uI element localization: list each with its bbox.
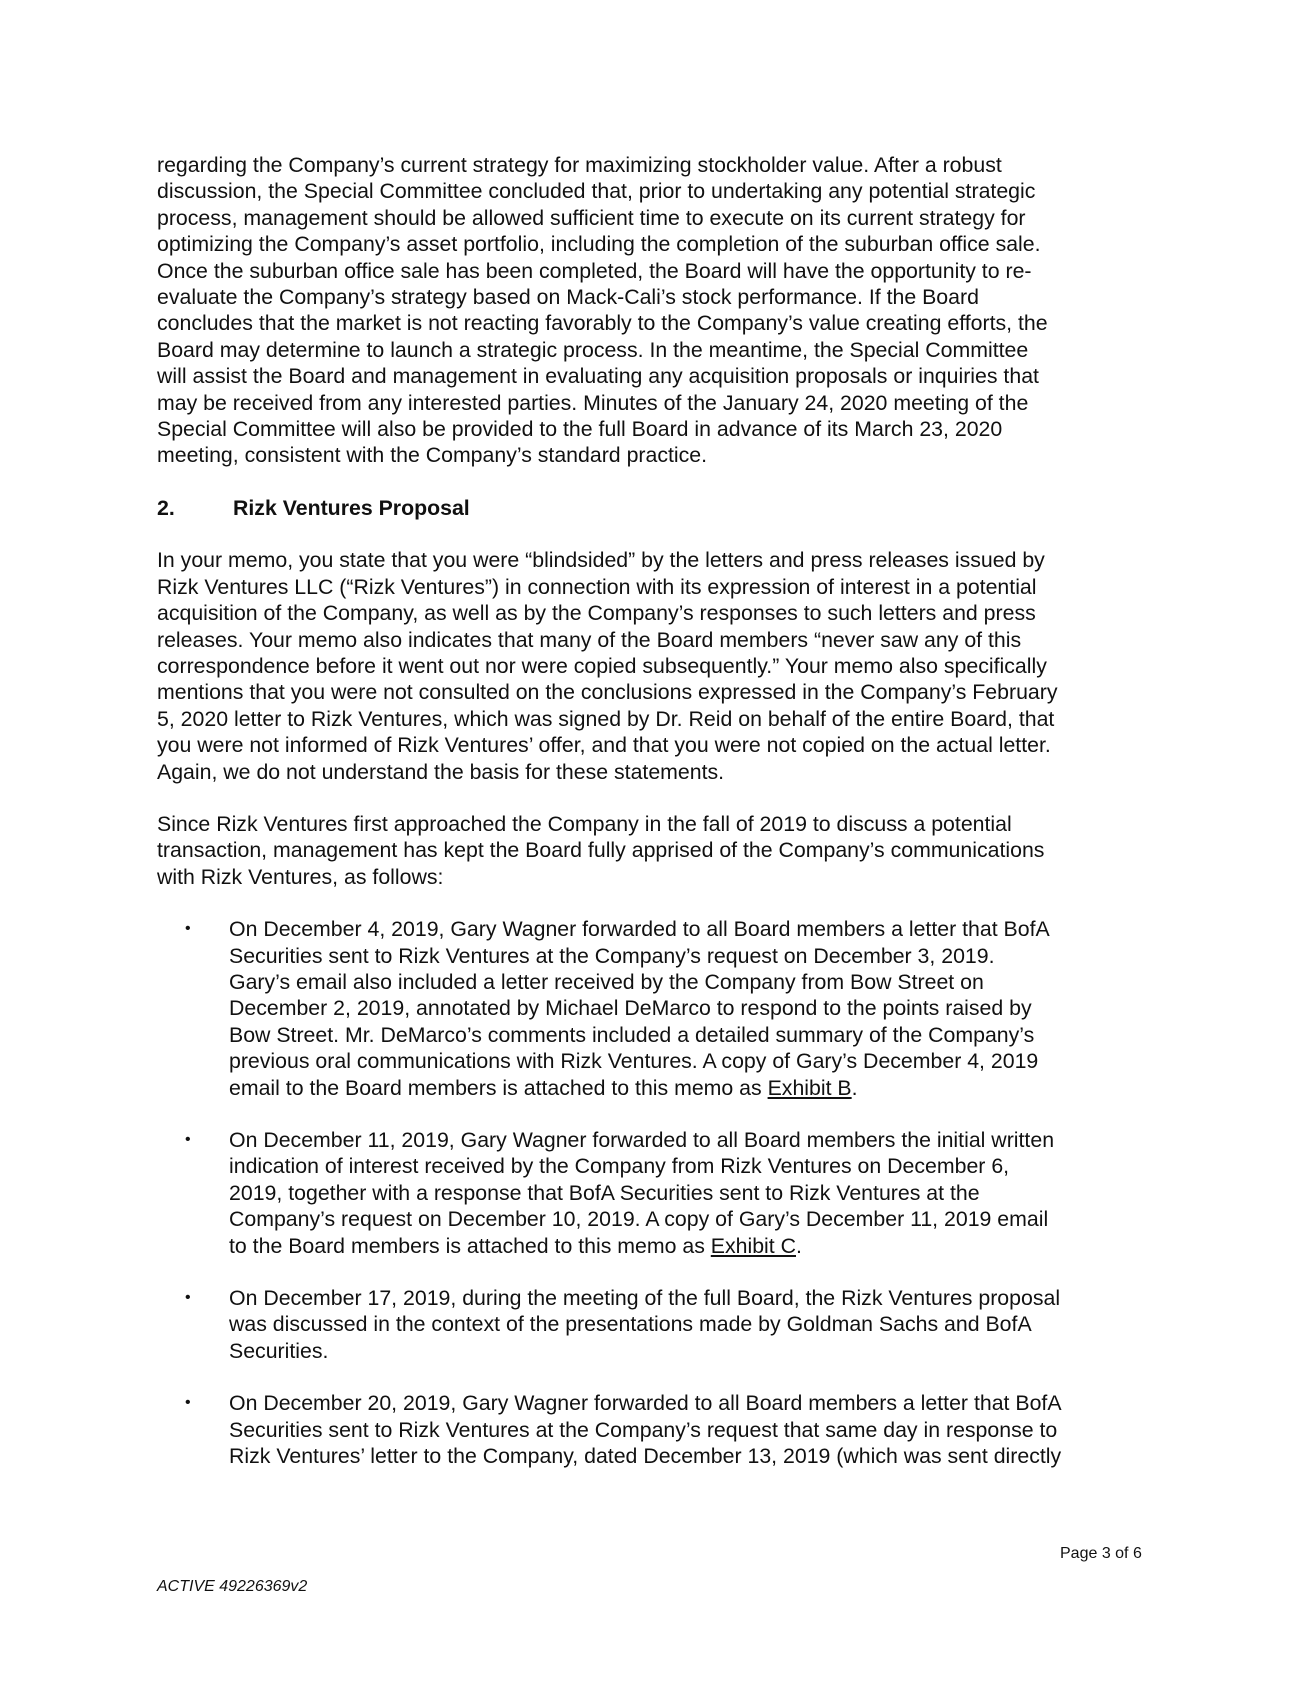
text-line: In your memo, you state that you were “blindsided” by the letters and press releases issued by <box>157 548 1045 573</box>
text-line: Securities sent to Rizk Ventures at the Company’s request on December 3, 2019. <box>229 943 995 968</box>
paragraph-blindsided <box>157 547 1117 785</box>
text-line: Gary’s email also included a letter received by the Company from Bow Street on <box>229 969 984 994</box>
text-fragment: . <box>796 1233 802 1258</box>
text-line: 5, 2020 letter to Rizk Ventures, which was signed by Dr. Reid on behalf of the entire Board, that <box>157 706 1055 731</box>
exhibit-b-reference: Exhibit B <box>767 1075 852 1100</box>
text-line: will assist the Board and management in evaluating any acquisition proposals or inquiries that <box>157 364 1039 389</box>
text-line: transaction, management has kept the Board fully apprised of the Company’s communications <box>157 838 1045 863</box>
communications-list <box>157 916 1117 1469</box>
text-line: Company’s request on December 10, 2019. A copy of Gary’s December 11, 2019 email <box>229 1207 1049 1232</box>
text-line: Once the suburban office sale has been completed, the Board will have the opportunity to re- <box>157 258 1032 283</box>
page-number: Page 3 of 6 <box>1060 1545 1142 1562</box>
text-line: On December 20, 2019, Gary Wagner forwarded to all Board members a letter that BofA <box>229 1391 1062 1416</box>
text-line: indication of interest received by the Company from Rizk Ventures on December 6, <box>229 1154 1010 1179</box>
section-heading <box>157 495 1117 521</box>
text-line: Securities sent to Rizk Ventures at the Company’s request that same day in response to <box>229 1417 1058 1442</box>
text-fragment: to the Board members is attached to this memo as <box>229 1233 711 1258</box>
text-line: releases. Your memo also indicates that many of the Board members “never saw any of this <box>157 627 1022 652</box>
text-line: you were not informed of Rizk Ventures’ offer, and that you were not copied on the actual letter. <box>157 733 1051 758</box>
text-line: Bow Street. Mr. DeMarco’s comments included a detailed summary of the Company’s <box>229 1022 1035 1047</box>
text-line: On December 17, 2019, during the meeting of the full Board, the Rizk Ventures proposal <box>229 1286 1061 1311</box>
text-line: Rizk Ventures LLC (“Rizk Ventures”) in connection with its expression of interest in a potential <box>157 574 1037 599</box>
list-item <box>157 1285 1117 1364</box>
text-line: Since Rizk Ventures first approached the Company in the fall of 2019 to discuss a potential <box>157 811 1012 836</box>
text-line: optimizing the Company’s asset portfolio, including the completion of the suburban office sale. <box>157 232 1041 257</box>
paragraph-communications <box>157 811 1117 890</box>
text-line: 2019, together with a response that BofA Securities sent to Rizk Ventures at the <box>229 1180 980 1205</box>
text-line: may be received from any interested parties. Minutes of the January 24, 2020 meeting of the <box>157 390 1029 415</box>
text-line: concludes that the market is not reacting favorably to the Company’s value creating efforts, the <box>157 311 1048 336</box>
text-line: mentions that you were not consulted on the conclusions expressed in the Company’s February <box>157 680 1058 705</box>
exhibit-c-reference: Exhibit C <box>710 1233 796 1258</box>
document-page <box>157 152 1117 1469</box>
text-line: meeting, consistent with the Company’s standard practice. <box>157 443 708 468</box>
text-line <box>229 1233 1117 1259</box>
text-line: Again, we do not understand the basis for these statements. <box>157 759 725 784</box>
text-line: regarding the Company’s current strategy for maximizing stockholder value. After a robust <box>157 153 1002 177</box>
bullet-icon: • <box>185 1131 191 1148</box>
bullet-icon: • <box>185 1394 191 1412</box>
text-line: On December 4, 2019, Gary Wagner forwarded to all Board members a letter that BofA <box>229 917 1050 942</box>
bullet-icon: • <box>185 1289 191 1307</box>
text-line: discussion, the Special Committee concluded that, prior to undertaking any potential strategic <box>157 179 1036 204</box>
intro-paragraph <box>157 152 1117 469</box>
list-item <box>157 1127 1117 1259</box>
text-fragment: email to the Board members is attached to this memo as <box>229 1075 768 1100</box>
text-line: December 2, 2019, annotated by Michael DeMarco to respond to the points raised by <box>229 996 1032 1021</box>
text-line: correspondence before it went out nor were copied subsequently.” Your memo also specifically <box>157 653 1047 678</box>
text-line: Board may determine to launch a strategic process. In the meantime, the Special Committee <box>157 337 1029 362</box>
text-line: previous oral communications with Rizk Ventures. A copy of Gary’s December 4, 2019 <box>229 1049 1039 1074</box>
text-line: Special Committee will also be provided to the full Board in advance of its March 23, 2020 <box>157 417 1003 442</box>
section-title: Rizk Ventures Proposal <box>233 495 470 520</box>
section-number: 2. <box>157 495 175 520</box>
bullet-icon: • <box>185 920 191 938</box>
text-line <box>229 1075 1117 1101</box>
text-line: process, management should be allowed sufficient time to execute on its current strategy for <box>157 205 1026 230</box>
text-line: evaluate the Company’s strategy based on Mack-Cali’s stock performance. If the Board <box>157 285 979 310</box>
list-item <box>157 1390 1117 1469</box>
text-line: with Rizk Ventures, as follows: <box>157 864 444 889</box>
document-id: ACTIVE 49226369v2 <box>157 1578 308 1595</box>
text-line: Rizk Ventures’ letter to the Company, dated December 13, 2019 (which was sent directly <box>229 1444 1062 1469</box>
text-line: was discussed in the context of the presentations made by Goldman Sachs and BofA <box>229 1312 1032 1337</box>
text-fragment: . <box>851 1075 858 1100</box>
text-line: acquisition of the Company, as well as by the Company’s responses to such letters and press <box>157 601 1036 626</box>
list-item <box>157 916 1117 1101</box>
text-line: Securities. <box>229 1338 329 1363</box>
text-line: On December 11, 2019, Gary Wagner forwarded to all Board members the initial written <box>229 1128 1055 1152</box>
